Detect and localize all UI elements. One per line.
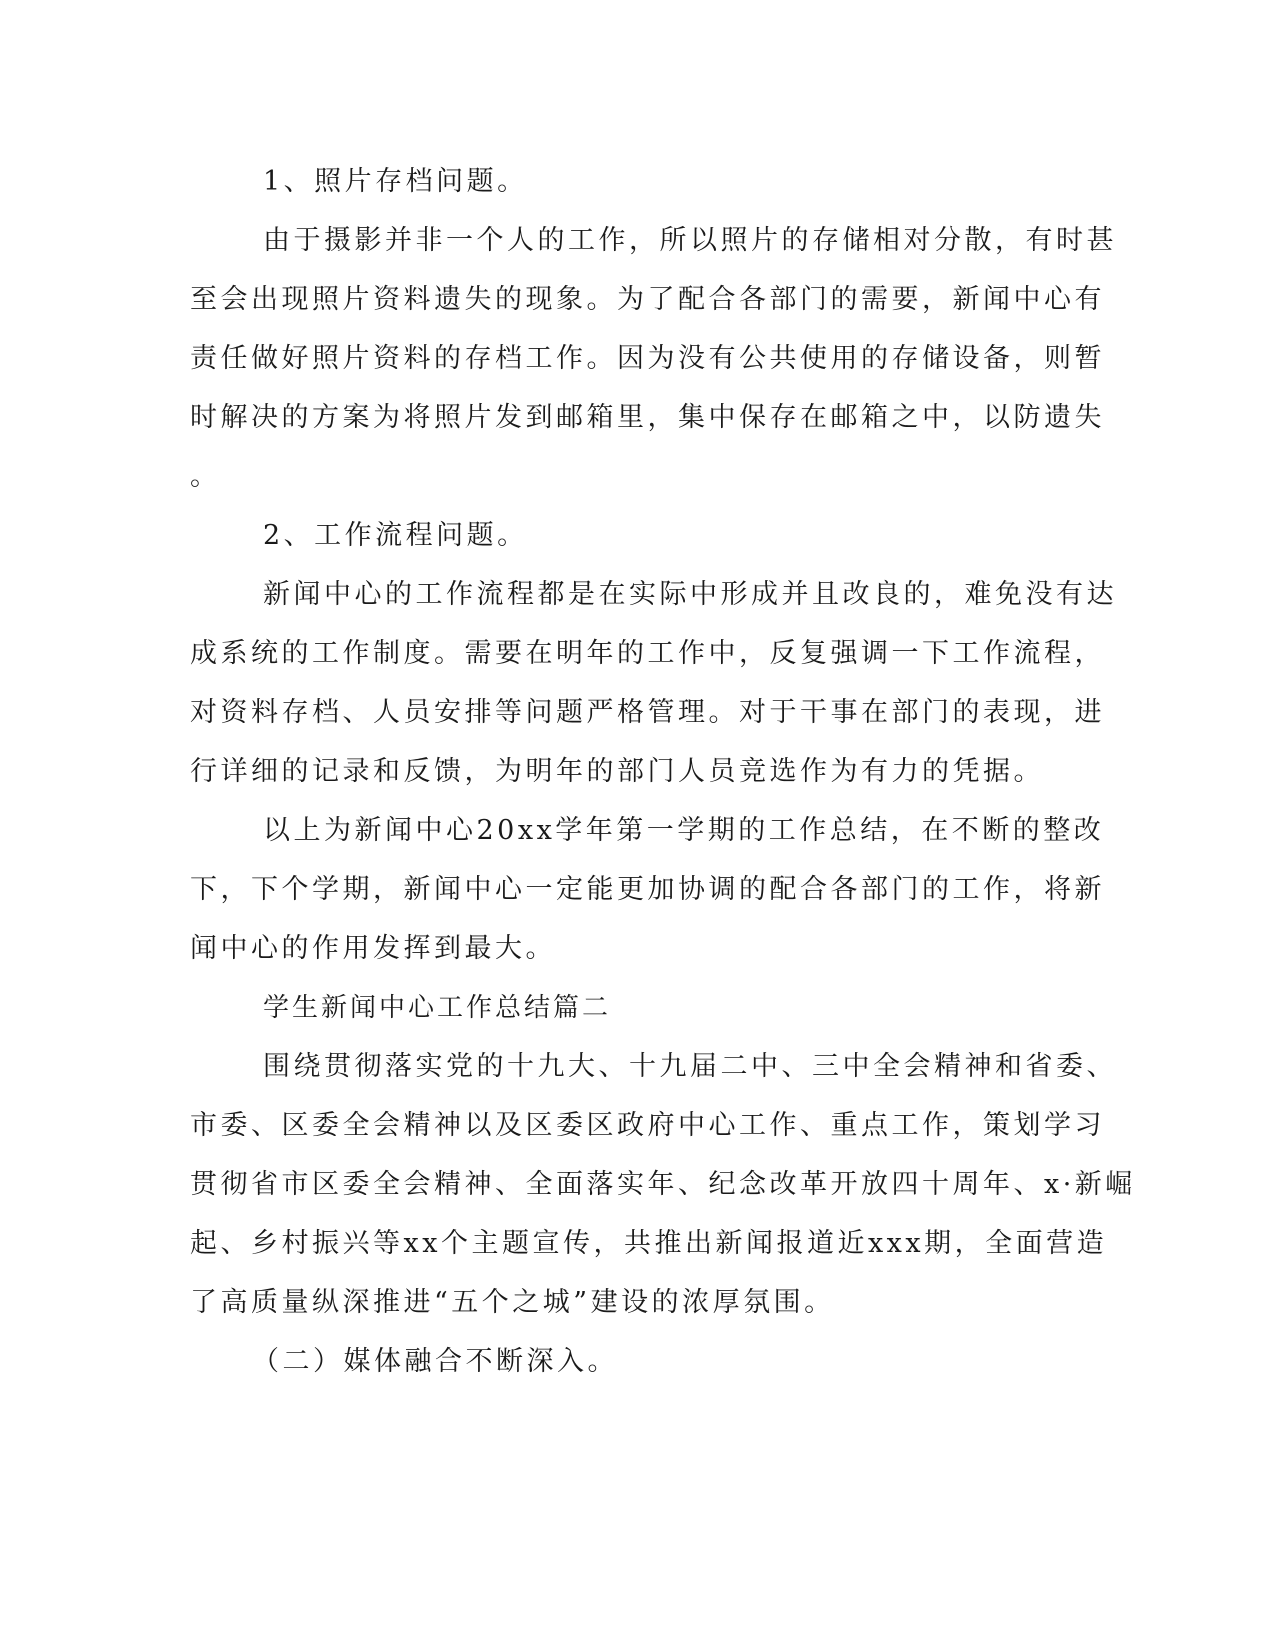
- paragraph-line: 了高质量纵深推进“五个之城”建设的浓厚氛围。: [190, 1287, 835, 1318]
- paragraph-line: 贯彻省市区委全会精神、全面落实年、纪念改革开放四十周年、x·新崛: [190, 1169, 1136, 1200]
- paragraph-line: 成系统的工作制度。需要在明年的工作中，反复强调一下工作流程，: [190, 638, 1105, 669]
- paragraph-line: 对资料存档、人员安排等问题严格管理。对于干事在部门的表现，进: [190, 697, 1105, 728]
- paragraph-line: 由于摄影并非一个人的工作，所以照片的存储相对分散，有时甚: [263, 225, 1117, 256]
- paragraph-line: 行详细的记录和反馈，为明年的部门人员竞选作为有力的凭据。: [190, 756, 1044, 787]
- paragraph-line: 闻中心的作用发挥到最大。: [190, 933, 556, 964]
- section-heading-photo-archive: 1、照片存档问题。: [263, 166, 528, 197]
- paragraph-line: 以上为新闻中心20xx学年第一学期的工作总结，在不断的整改: [263, 815, 1105, 846]
- section-heading-media-integration: （二）媒体融合不断深入。: [252, 1346, 618, 1377]
- paragraph-line: 新闻中心的工作流程都是在实际中形成并且改良的，难免没有达: [263, 579, 1117, 610]
- paragraph-line: 起、乡村振兴等xx个主题宣传，共推出新闻报道近xxx期，全面营造: [190, 1228, 1108, 1259]
- paragraph-line: 围绕贯彻落实党的十九大、十九届二中、三中全会精神和省委、: [263, 1051, 1117, 1082]
- paragraph-line: 时解决的方案为将照片发到邮箱里，集中保存在邮箱之中，以防遗失: [190, 402, 1105, 433]
- paragraph-line: 。: [190, 461, 221, 492]
- paragraph-line: 市委、区委全会精神以及区委区政府中心工作、重点工作，策划学习: [190, 1110, 1105, 1141]
- section-heading-workflow: 2、工作流程问题。: [263, 520, 528, 551]
- paragraph-line: 责任做好照片资料的存档工作。因为没有公共使用的存储设备，则暂: [190, 343, 1105, 374]
- article-title-part-two: 学生新闻中心工作总结篇二: [263, 993, 612, 1023]
- paragraph-line: 下，下个学期，新闻中心一定能更加协调的配合各部门的工作，将新: [190, 874, 1105, 905]
- paragraph-line: 至会出现照片资料遗失的现象。为了配合各部门的需要，新闻中心有: [190, 284, 1105, 315]
